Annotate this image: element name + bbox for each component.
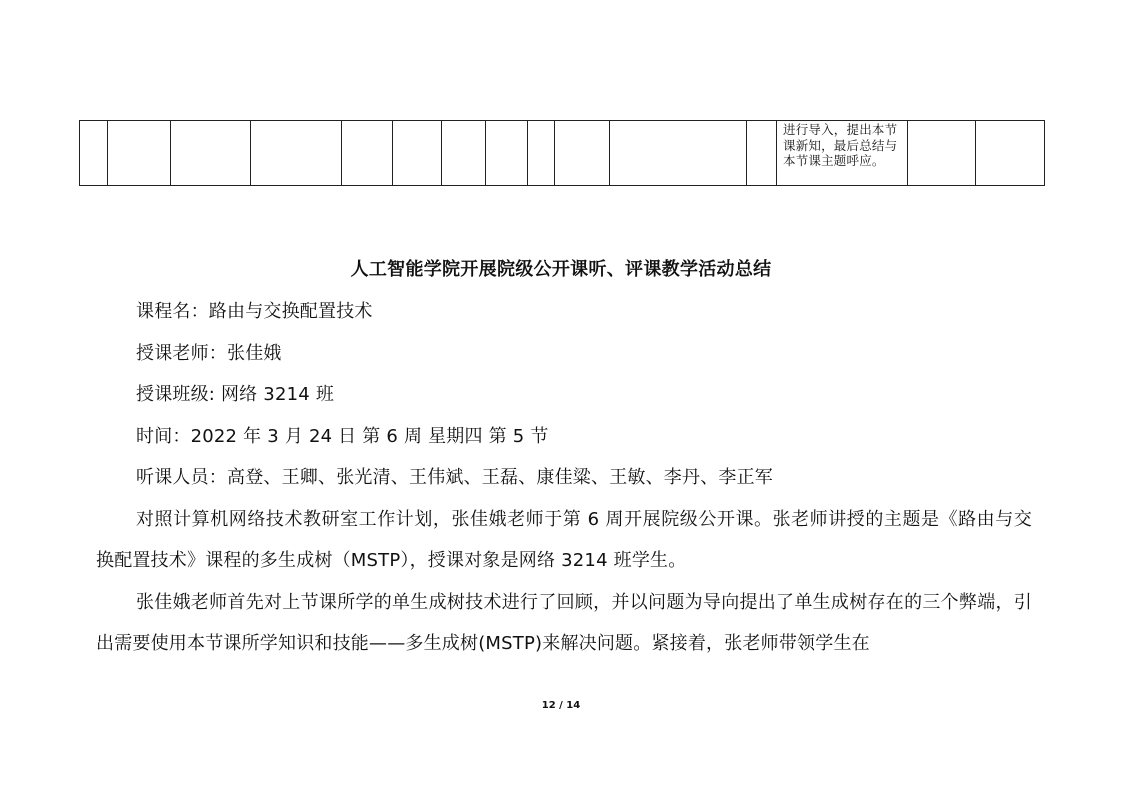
table-cell (171, 121, 251, 186)
evaluation-table (79, 120, 1045, 186)
class-line: 授课班级: 网络 3214 班 (136, 384, 335, 405)
paragraph-review: 张佳娥老师首先对上节课所学的单生成树技术进行了回顾，并以问题为导向提出了单生成树存在的三个弊端，引出需要使用本节课所学知识和技能——多生成树(MSTP)来解决问题。紧接着，张老师带领学生在 (96, 592, 1032, 654)
table-cell (610, 121, 747, 186)
table-cell (442, 121, 486, 186)
paragraph-intro: 对照计算机网络技术教研室工作计划，张佳娥老师于第 6 周开展院级公开课。张老师讲授的主题是《路由与交换配置技术》课程的多生成树（MSTP），授课对象是网络 3214 班学生。 (96, 509, 1032, 571)
time-line: 时间：2022 年 3 月 24 日 第 6 周 星期四 第 5 节 (136, 426, 549, 447)
teacher-line: 授课老师：张佳娥 (136, 343, 282, 364)
table-cell (976, 121, 1045, 186)
attendees-line: 听课人员：高登、王卿、张光清、王伟斌、王磊、康佳粱、王敏、李丹、李正军 (136, 467, 773, 488)
table-cell (486, 121, 528, 186)
page-number: 12 / 14 (541, 700, 581, 711)
table-cell (528, 121, 555, 186)
summary-title: 人工智能学院开展院级公开课听、评课教学活动总结 (350, 259, 772, 280)
table-cell (393, 121, 442, 186)
table-cell (908, 121, 976, 186)
course-name-line: 课程名：路由与交换配置技术 (136, 301, 373, 322)
table-row (80, 121, 1045, 186)
table-cell (342, 121, 393, 186)
table-cell-teaching-process: 进行导入，提出本节课新知，最后总结与本节课主题呼应。 (777, 121, 908, 186)
table-cell (108, 121, 171, 186)
table-cell (555, 121, 610, 186)
table-fragment (79, 120, 1044, 186)
table-cell (747, 121, 777, 186)
table-cell (80, 121, 108, 186)
table-cell (251, 121, 342, 186)
